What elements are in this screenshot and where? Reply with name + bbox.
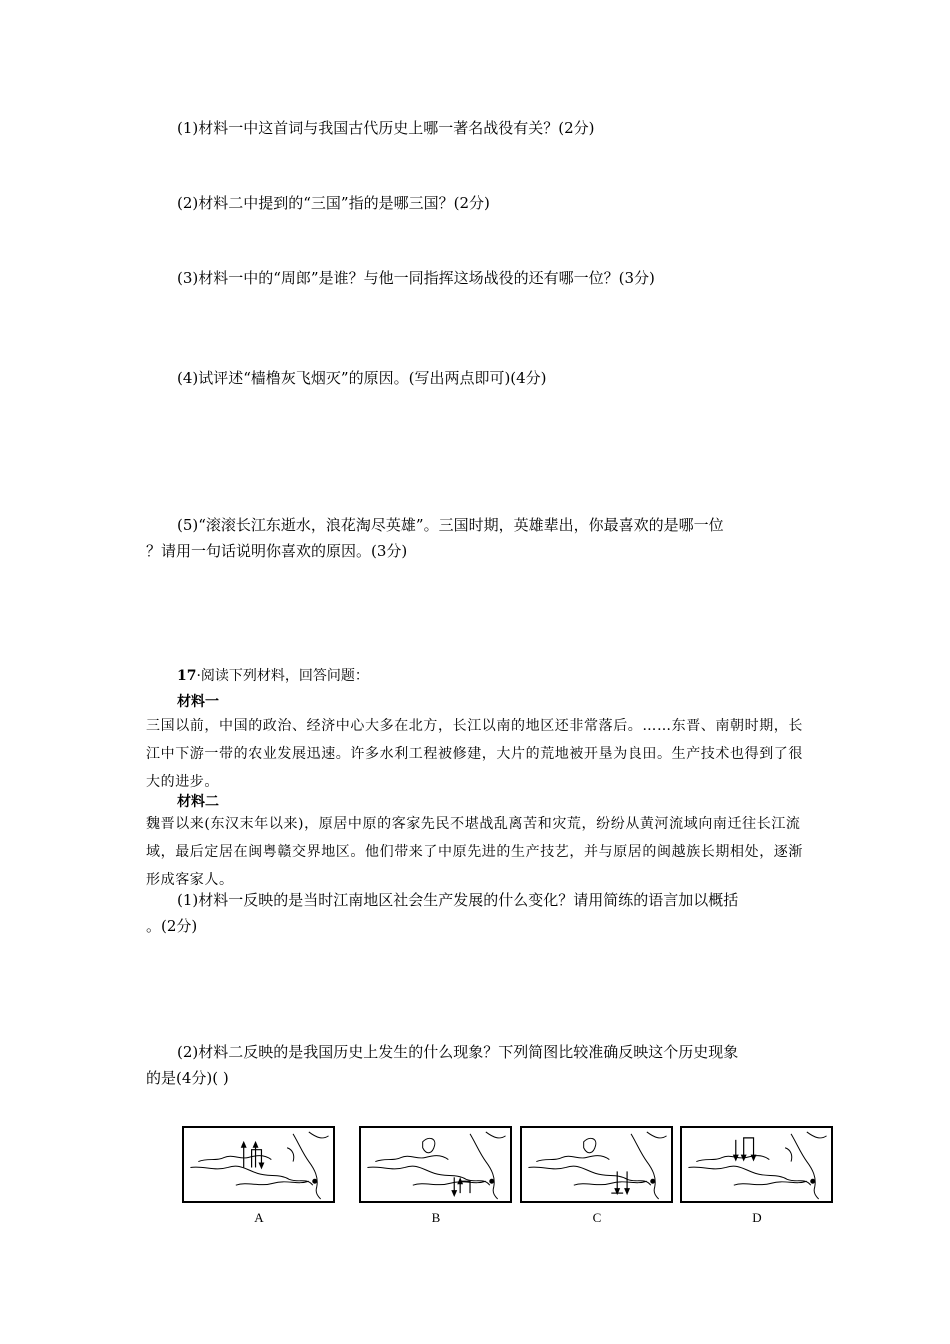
question-16-1: (1)材料一中这首词与我国古代历史上哪一著名战役有关？(2分) xyxy=(177,119,595,137)
question-17-instruction: ·阅读下列材料，回答问题： xyxy=(196,668,369,684)
map-option-d[interactable] xyxy=(680,1126,833,1203)
question-16-5-line1: (5)“滚滚长江东逝水，浪花淘尽英雄”。三国时期，英雄辈出，你最喜欢的是哪一位 xyxy=(177,516,724,534)
map-option-c[interactable] xyxy=(520,1126,673,1203)
map-label-d: D xyxy=(752,1210,762,1225)
question-17-2-line2: 的是(4分)( ) xyxy=(146,1069,229,1087)
question-16-4: (4)试评述“樯橹灰飞烟灭”的原因。(写出两点即可)(4分) xyxy=(177,369,547,387)
map-c-drawing xyxy=(522,1128,671,1201)
map-a-drawing xyxy=(184,1128,333,1201)
map-d-drawing xyxy=(682,1128,831,1201)
question-number: 17 xyxy=(177,668,197,684)
question-17-1-line1: (1)材料一反映的是当时江南地区社会生产发展的什么变化？请用简练的语言加以概括 xyxy=(177,891,739,909)
question-17-heading xyxy=(177,666,857,686)
material-1-title: 材料一 xyxy=(177,694,219,710)
map-b-drawing xyxy=(361,1128,510,1201)
map-label-c: C xyxy=(592,1210,602,1225)
map-option-a[interactable] xyxy=(182,1126,335,1203)
map-option-b[interactable] xyxy=(359,1126,512,1203)
question-16-3: (3)材料一中的“周郎”是谁？与他一同指挥这场战役的还有哪一位？(3分) xyxy=(177,269,655,287)
material-1-text: 三国以前，中国的政治、经济中心大多在北方，长江以南的地区还非常落后。……东晋、南朝时期，长江中下游一带的农业发展迅速。许多水利工程被修建，大片的荒地被开垦为良田。生产技术也得到了很大的进步。 xyxy=(146,718,803,790)
question-16-5-line2: ？请用一句话说明你喜欢的原因。(3分) xyxy=(146,542,408,560)
question-16-2: (2)材料二中提到的“三国”指的是哪三国？(2分) xyxy=(177,194,490,212)
question-17-2-line1: (2)材料二反映的是我国历史上发生的什么现象？下列简图比较准确反映这个历史现象 xyxy=(177,1043,739,1061)
question-17-1-line2: 。(2分) xyxy=(146,917,198,935)
material-2-text: 魏晋以来(东汉末年以来)，原居中原的客家先民不堪战乱离苦和灾荒，纷纷从黄河流域向南迁往长江流域，最后定居在闽粤赣交界地区。他们带来了中原先进的生产技艺，并与原居的闽越族长期相处，逐渐形成客家人。 xyxy=(146,816,803,888)
material-2-title: 材料二 xyxy=(177,794,219,810)
map-label-a: A xyxy=(254,1210,264,1225)
map-label-b: B xyxy=(431,1210,441,1225)
